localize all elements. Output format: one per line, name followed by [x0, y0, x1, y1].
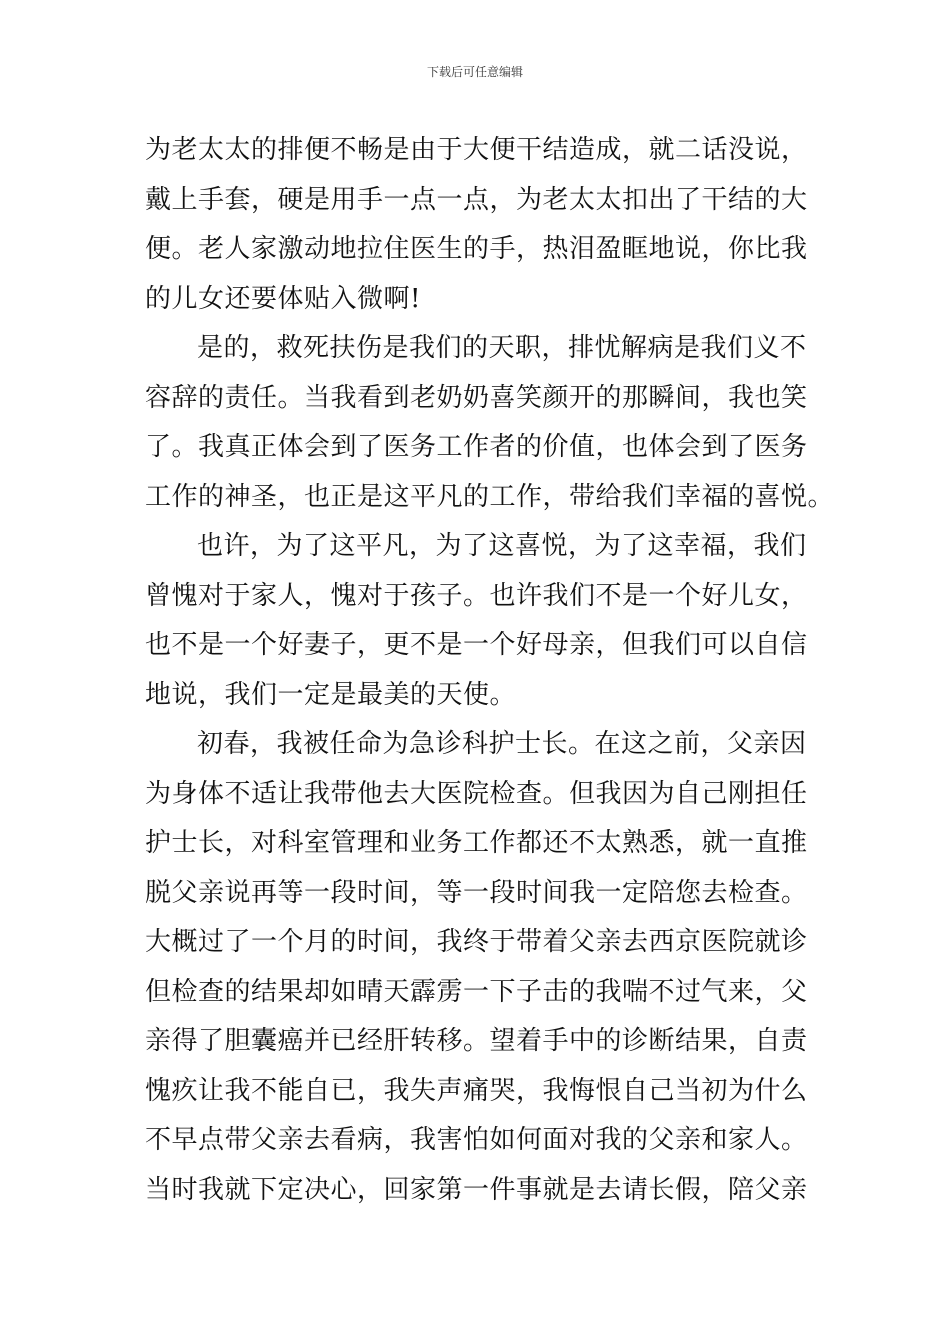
text-line: 便。老人家激动地拉住医生的手，热泪盈眶地说，你比我: [145, 234, 808, 264]
text-line: 工作的神圣，也正是这平凡的工作，带给我们幸福的喜悦。: [145, 481, 835, 512]
paragraph-first-line: 也许，为了这平凡，为了这喜悦，为了这幸福，我们: [197, 531, 807, 561]
text-line: 亲得了胆囊癌并已经肝转移。望着手中的诊断结果，自责: [145, 1026, 808, 1056]
text-line: 地说，我们一定是最美的天使。: [145, 679, 517, 710]
text-line: 的儿女还要体贴入微啊!: [145, 283, 421, 314]
text-line: 也不是一个好妻子，更不是一个好母亲，但我们可以自信: [145, 630, 808, 660]
text-line: 脱父亲说再等一段时间，等一段时间我一定陪您去检查。: [145, 877, 808, 908]
document-body: [145, 126, 835, 1215]
text-line: 愧疚让我不能自已，我失声痛哭，我悔恨自己当初为什么: [145, 1075, 808, 1106]
text-line: 大概过了一个月的时间，我终于带着父亲去西京医院就诊: [145, 927, 808, 957]
text-line: 容辞的责任。当我看到老奶奶喜笑颜开的那瞬间，我也笑: [145, 382, 808, 413]
page-header: 下载后可任意编辑: [426, 65, 523, 79]
text-line: 为身体不适让我带他去大医院检查。但我因为自己刚担任: [145, 778, 808, 809]
text-line: 当时我就下定决心，回家第一件事就是去请长假，陪父亲: [145, 1174, 808, 1205]
paragraph-first-line: 是的，救死扶伤是我们的天职，排忧解病是我们义不: [197, 333, 807, 363]
text-line: 戴上手套，硬是用手一点一点，为老太太扣出了干结的大: [145, 184, 808, 215]
text-line: 护士长，对科室管理和业务工作都还不太熟悉，就一直推: [145, 828, 808, 858]
text-line: 但检查的结果却如晴天霹雳一下子击的我喘不过气来，父: [145, 976, 808, 1007]
text-line: 了。我真正体会到了医务工作者的价值，也体会到了医务: [145, 432, 808, 462]
text-line: 为老太太的排便不畅是由于大便干结造成，就二话没说，: [145, 135, 808, 165]
paragraph-first-line: 初春，我被任命为急诊科护士长。在这之前，父亲因: [197, 729, 807, 759]
text-line: 不早点带父亲去看病，我害怕如何面对我的父亲和家人。: [145, 1125, 808, 1155]
text-line: 曾愧对于家人，愧对于孩子。也许我们不是一个好儿女，: [145, 580, 808, 611]
